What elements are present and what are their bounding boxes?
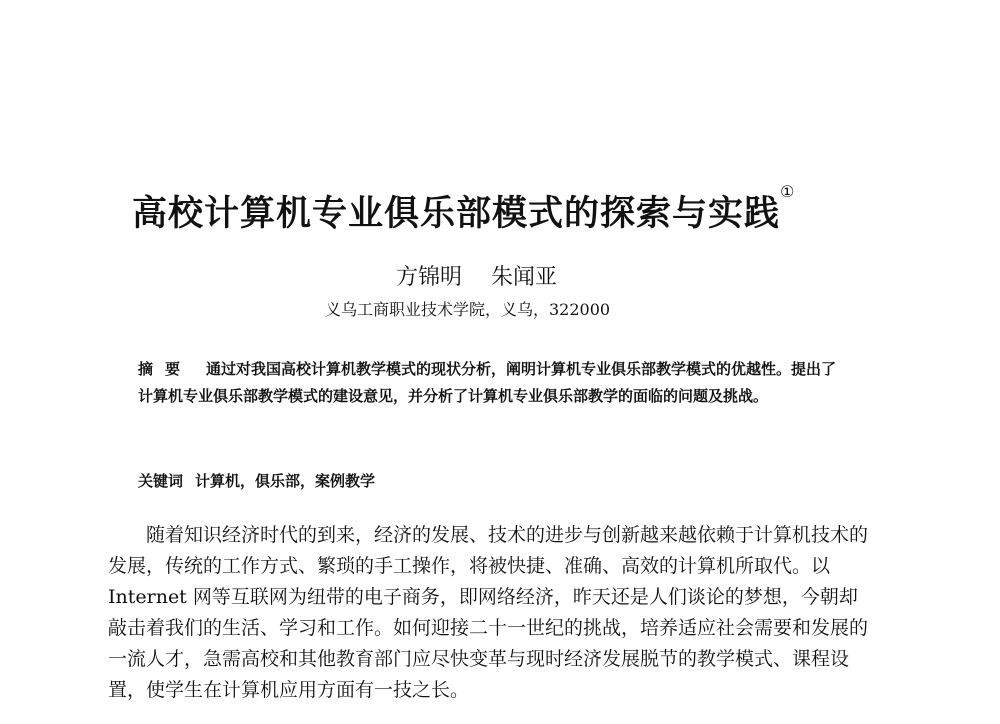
affiliation: 义乌工商职业技术学院，义乌，322000 bbox=[325, 300, 611, 319]
author-name: 方锦明 bbox=[396, 265, 463, 290]
author-name: 朱闻亚 bbox=[491, 265, 558, 290]
keywords-text: 计算机，俱乐部，案例教学 bbox=[195, 472, 376, 490]
abstract-label: 摘要 bbox=[138, 360, 193, 378]
abstract-text: 通过对我国高校计算机教学模式的现状分析，阐明计算机专业俱乐部教学模式的优越性。提出了计算机专业俱乐部教学模式的建设意见，并分析了计算机专业俱乐部教学的面临的问题及挑战。 bbox=[138, 360, 837, 405]
author-list bbox=[396, 260, 616, 291]
paper-title bbox=[132, 182, 852, 236]
title-text: 高校计算机专业俱乐部模式的探索与实践 bbox=[132, 194, 781, 234]
keywords-label: 关键词 bbox=[138, 472, 184, 490]
body-paragraph: 随着知识经济时代的到来，经济的发展、技术的进步与创新越来越依赖于计算机技术的发展，传统的工作方式、繁琐的手工操作，将被快捷、准确、高效的计算机所取代。以 Internet 网等互联网为纽带的电子商务，即网络经济，昨天还是人们谈论的梦想，今朝却敲击着我们的生活、学习和工作。如何迎接二十一世纪的挑战，培养适应社会需要和发展的一流人才，急需高校和其他教育部门应尽快变革与现时经济发展脱节的教学模式、课程设置，使学生在计算机应用方面有一技之长。 bbox=[108, 524, 869, 701]
title-footnote-mark: ① bbox=[780, 182, 796, 201]
abstract-block bbox=[138, 356, 843, 410]
keywords-block bbox=[138, 470, 843, 491]
